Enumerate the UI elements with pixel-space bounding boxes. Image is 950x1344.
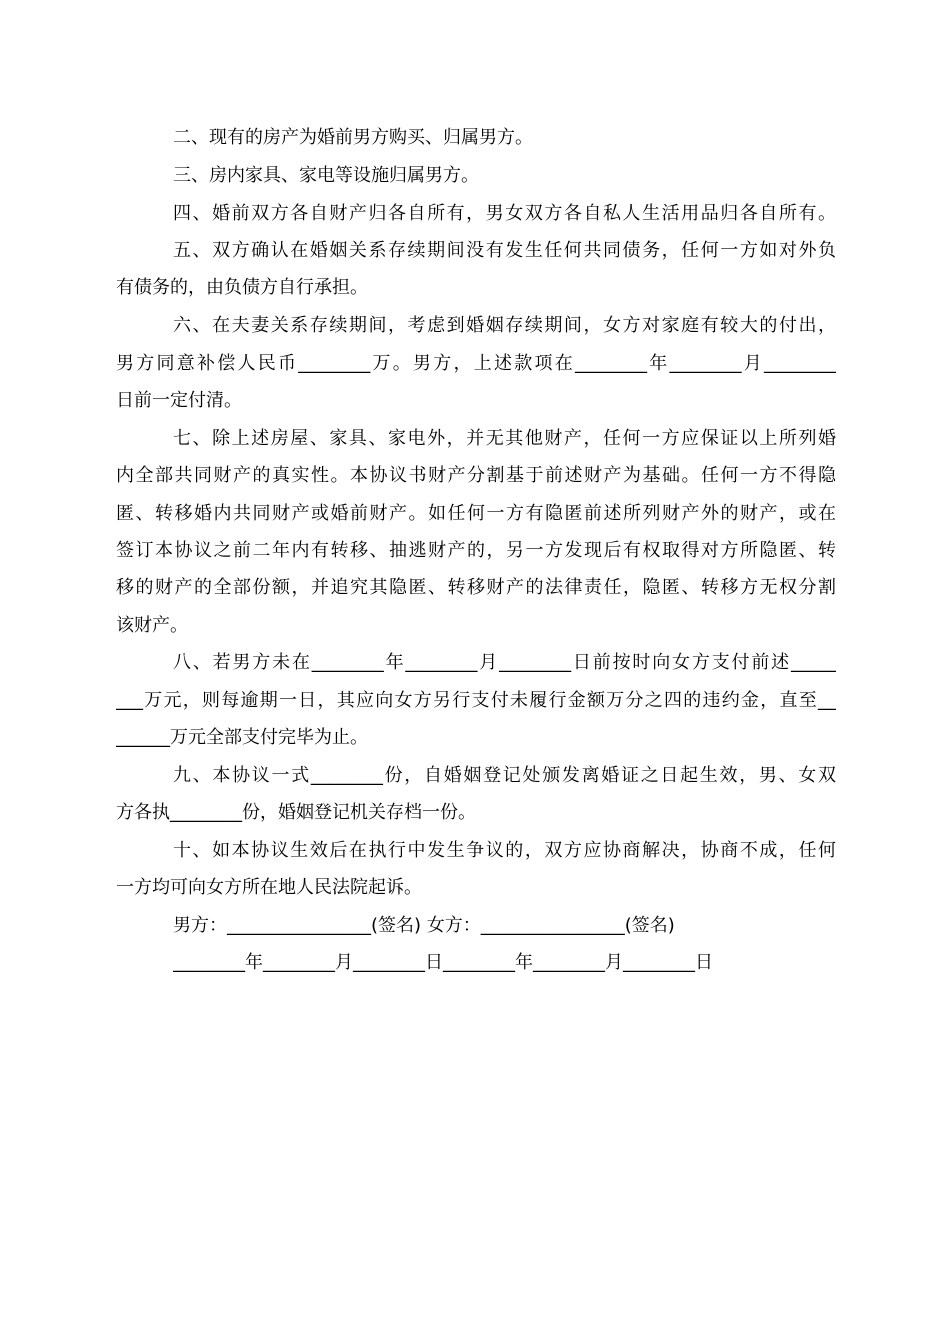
clause-4-line-1: 四、婚前双方各自财产归各自所有，男女双方各自私人生活用品归各自所有。 xyxy=(173,203,836,224)
clause-5-line-2: 有债务的，由负债方自行承担。 xyxy=(116,277,368,298)
clause-7-line-6: 该财产。 xyxy=(116,615,188,636)
clause-10-line-1: 十、如本协议生效后在执行中发生争议的，双方应协商解决，协商不成，任何 xyxy=(173,840,836,861)
clause-9-line-1: 九、本协议一式________份，自婚姻登记处颁发离婚证之日起生效，男、女双 xyxy=(173,765,836,786)
clause-8-line-1: 八、若男方未在________年________月________日前按时向女方支付前述_____ xyxy=(173,652,836,673)
date-line: ________年________月________日________年________月________日 xyxy=(173,952,713,973)
clause-6-line-1: 六、在夫妻关系存续期间，考虑到婚姻存续期间，女方对家庭有较大的付出， xyxy=(173,315,836,336)
clause-3-line-1: 三、房内家具、家电等设施归属男方。 xyxy=(173,165,479,186)
clause-8-line-3: ______万元全部支付完毕为止。 xyxy=(116,727,368,748)
clause-7-line-3: 匿、转移婚内共同财产或婚前财产。如任何一方有隐匿前述所列财产外的财产，或在 xyxy=(116,503,836,524)
clause-2-line-1: 二、现有的房产为婚前男方购买、归属男方。 xyxy=(173,127,533,148)
clause-7-line-5: 移的财产的全部份额，并追究其隐匿、转移财产的法律责任，隐匿、转移方无权分割 xyxy=(116,577,836,598)
clause-7-line-2: 内全部共同财产的真实性。本协议书财产分割基于前述财产为基础。任何一方不得隐 xyxy=(116,465,836,486)
clause-9-line-2: 方各执________份，婚姻登记机关存档一份。 xyxy=(116,802,476,823)
clause-5-line-1: 五、双方确认在婚姻关系存续期间没有发生任何共同债务，任何一方如对外负 xyxy=(173,240,836,261)
clause-8-line-2: ___万元，则每逾期一日，其应向女方另行支付未履行金额万分之四的违约金，直至__ xyxy=(116,690,836,711)
clause-6-line-3: 日前一定付清。 xyxy=(116,390,242,411)
clause-7-line-4: 签订本协议之前二年内有转移、抽逃财产的，另一方发现后有权取得对方所隐匿、转 xyxy=(116,540,836,561)
clause-6-line-2: 男方同意补偿人民币________万。男方，上述款项在________年________月________ xyxy=(116,353,836,374)
clause-10-line-2: 一方均可向女方所在地人民法院起诉。 xyxy=(116,877,422,898)
clause-7-line-1: 七、除上述房屋、家具、家电外，并无其他财产，任何一方应保证以上所列婚 xyxy=(173,428,836,449)
signature-line: 男方：________________(签名) 女方：________________(签名) xyxy=(173,915,675,936)
